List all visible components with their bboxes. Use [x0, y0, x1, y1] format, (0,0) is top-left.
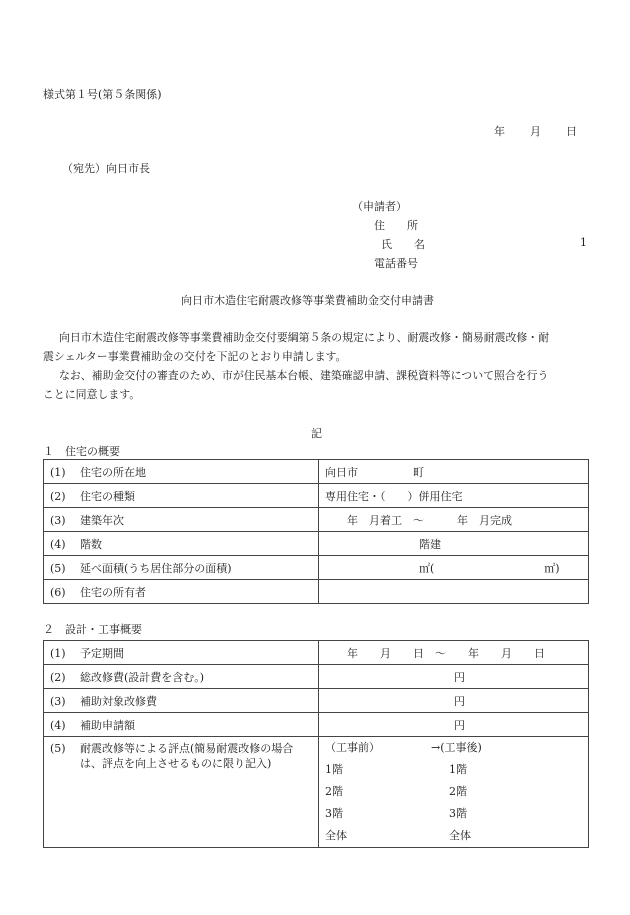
table-row: [44, 689, 589, 713]
table-row: [44, 737, 589, 848]
date-day: 日: [566, 125, 577, 138]
date-month: 月: [530, 125, 541, 138]
table-row: [44, 713, 589, 737]
score-floor3: 3階 3階: [325, 807, 467, 820]
body-para2-line1: なお、補助金交付の審査のため、市が住民基本台帳、建築確認申請、課税資料等について照合を行う: [59, 369, 549, 382]
schedule-period-field[interactable]: 年 月 日 ～ 年 月 日: [319, 641, 589, 665]
housing-type-field[interactable]: 専用住宅・（ ）併用住宅: [319, 484, 589, 508]
document-title: 向日市木造住宅耐震改修等事業費補助金交付申請書: [181, 294, 434, 307]
location-field[interactable]: 向日市 町: [319, 460, 589, 484]
row-label: (1) 住宅の所在地: [44, 460, 319, 484]
seismic-score-field[interactable]: [319, 737, 589, 848]
row-label: (3) 補助対象改修費: [44, 689, 319, 713]
table-row: [44, 641, 589, 665]
score-header: （工事前） →(工事後): [325, 741, 482, 754]
applicant-heading: （申請者）: [352, 200, 407, 213]
body-para2-line2: ことに同意します。: [43, 388, 141, 401]
row-label: (2) 住宅の種類: [44, 484, 319, 508]
table-row: [44, 484, 589, 508]
design-construction-table: [43, 640, 589, 848]
name-suffix: 1: [580, 236, 587, 249]
addressee: （宛先）向日市長: [62, 162, 150, 175]
form-number: 様式第１号(第５条関係): [43, 88, 162, 101]
total-cost-field[interactable]: 円: [319, 665, 589, 689]
row-label: (2) 総改修費(設計費を含む。): [44, 665, 319, 689]
eligible-cost-field[interactable]: 円: [319, 689, 589, 713]
address-label: 住 所: [374, 219, 418, 232]
table-row: [44, 460, 589, 484]
phone-label: 電話番号: [374, 257, 418, 270]
row-label: (6) 住宅の所有者: [44, 580, 319, 604]
score-label-cell: (5) 耐震改修等による評点(簡易耐震改修の場合 は、評点を向上させるものに限り記入): [44, 737, 319, 848]
floors-field[interactable]: 階建: [319, 532, 589, 556]
score-floor2: 2階 2階: [325, 785, 467, 798]
row-label: (4) 階数: [44, 532, 319, 556]
score-total: 全体 全体: [325, 829, 471, 842]
requested-amount-field[interactable]: 円: [319, 713, 589, 737]
table-row: [44, 532, 589, 556]
row-label: (4) 補助申請額: [44, 713, 319, 737]
table-row: [44, 556, 589, 580]
ki-heading: 記: [311, 427, 322, 440]
body-para1-line2: 震シェルター事業費補助金の交付を下記のとおり申請します。: [43, 350, 347, 363]
score-floor1: 1階 1階: [325, 763, 467, 776]
table-row: [44, 580, 589, 604]
body-para1-line1: 向日市木造住宅耐震改修等事業費補助金交付要綱第５条の規定により、耐震改修・簡易耐震改修・耐: [59, 331, 550, 344]
date-year: 年: [494, 125, 505, 138]
name-label: 氏 名: [381, 238, 425, 251]
table-row: [44, 665, 589, 689]
owner-field[interactable]: [319, 580, 589, 604]
row-label: (3) 建築年次: [44, 508, 319, 532]
row-label: (1) 予定期間: [44, 641, 319, 665]
table-row: [44, 508, 589, 532]
row-label: (5) 延べ面積(うち居住部分の面積): [44, 556, 319, 580]
housing-overview-table: [43, 459, 589, 604]
floor-area-field[interactable]: ㎡( ㎡): [319, 556, 589, 580]
section1-title: １ 住宅の概要: [43, 445, 120, 458]
section2-title: ２ 設計・工事概要: [43, 623, 142, 636]
construction-year-field[interactable]: 年 月着工 ～ 年 月完成: [319, 508, 589, 532]
